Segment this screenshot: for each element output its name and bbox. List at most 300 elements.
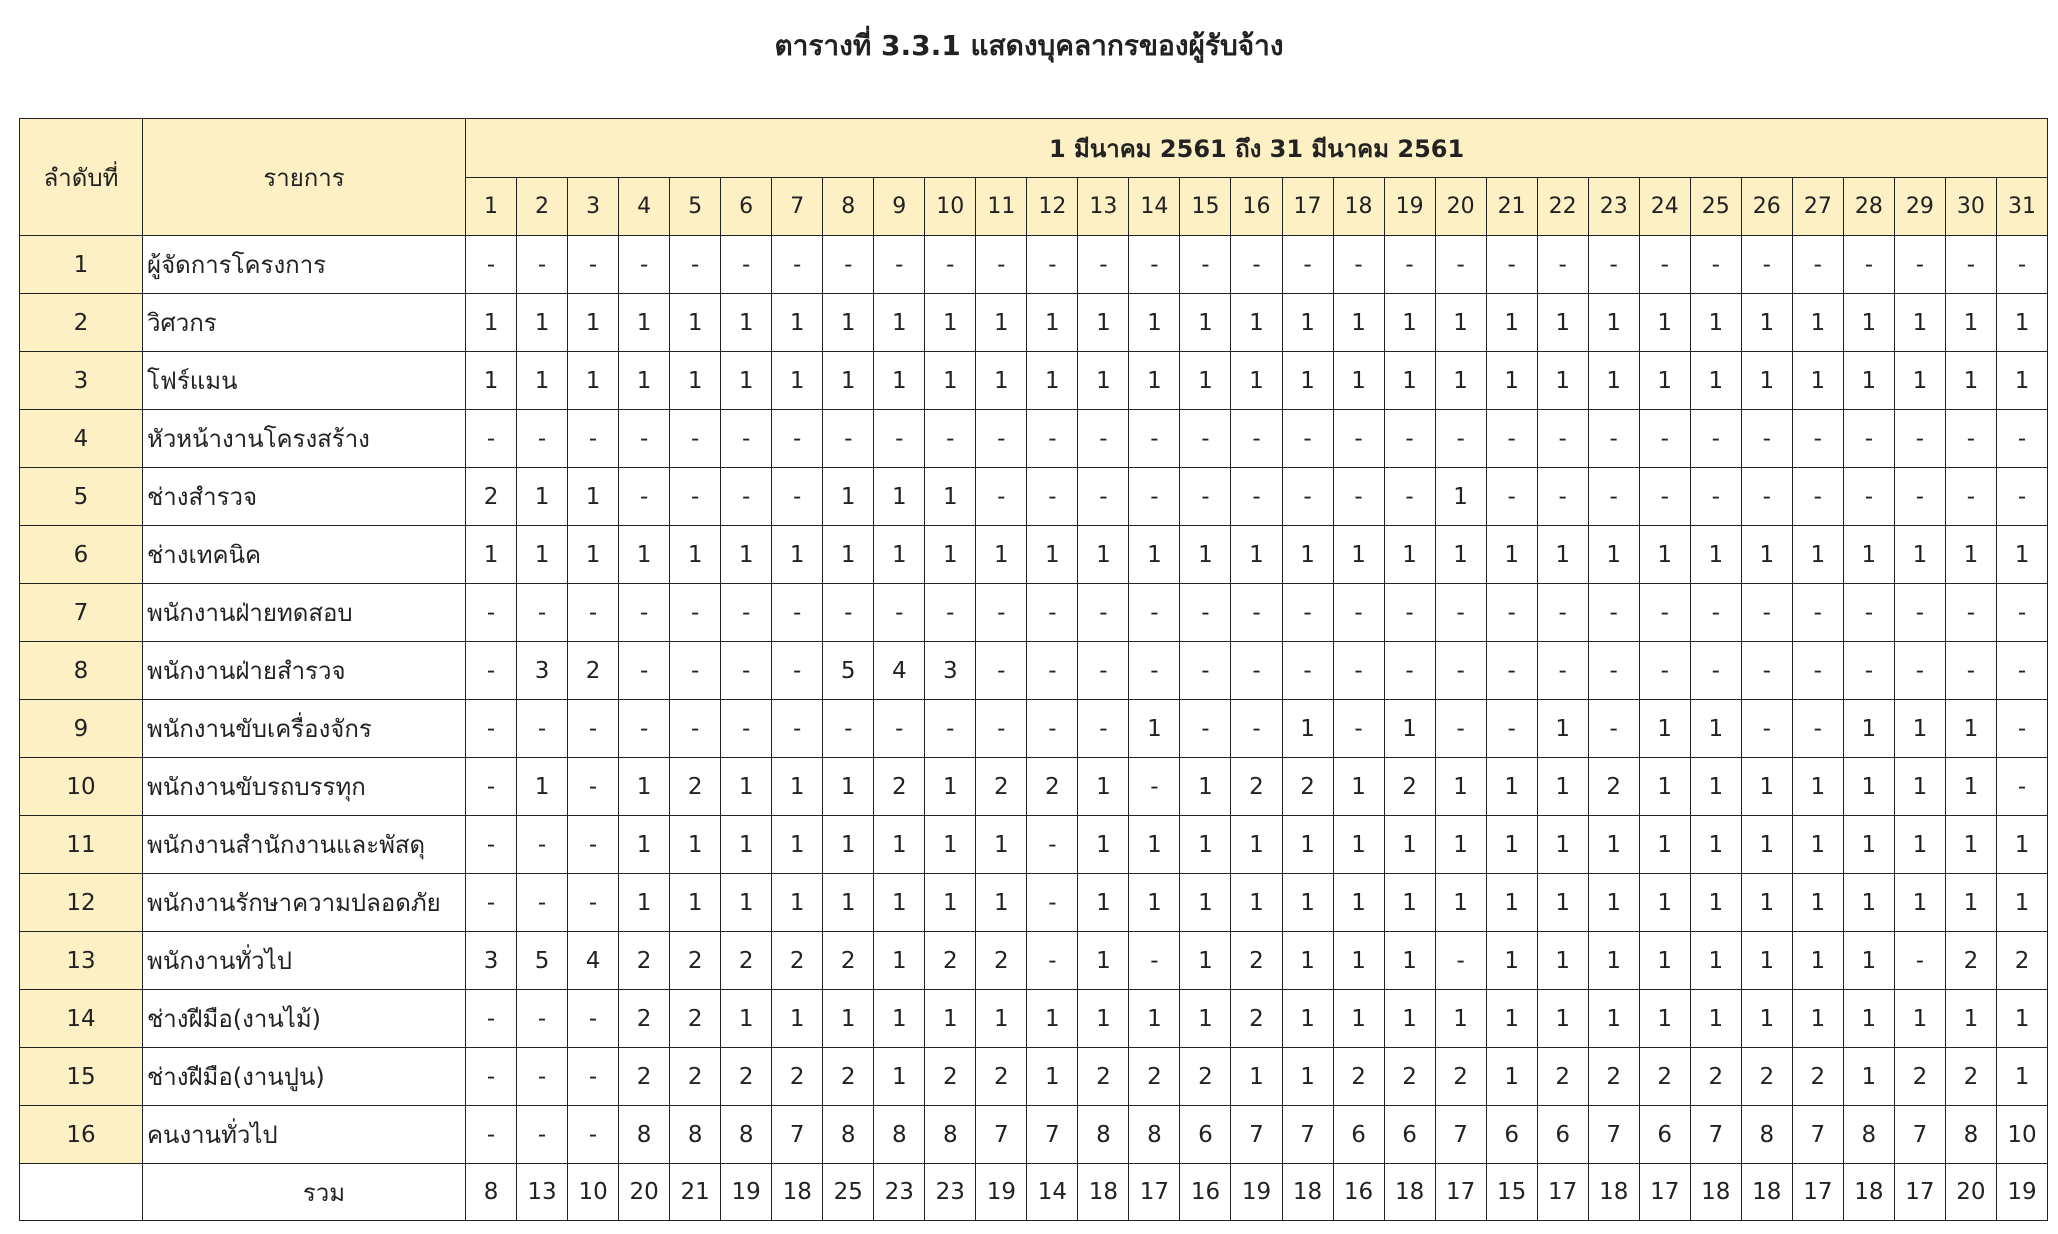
cell-value: - xyxy=(1027,584,1078,642)
cell-value: 1 xyxy=(1792,526,1843,584)
cell-value: 5 xyxy=(517,932,568,990)
cell-value: - xyxy=(1537,584,1588,642)
cell-value: - xyxy=(1180,700,1231,758)
cell-value: 1 xyxy=(1588,816,1639,874)
cell-value: 1 xyxy=(1078,758,1129,816)
cell-value: 1 xyxy=(823,526,874,584)
cell-value: 2 xyxy=(976,932,1027,990)
cell-value: - xyxy=(874,236,925,294)
cell-value: - xyxy=(619,642,670,700)
cell-value: - xyxy=(1078,410,1129,468)
cell-value: - xyxy=(568,758,619,816)
total-value: 18 xyxy=(1384,1164,1435,1221)
cell-value: 1 xyxy=(874,874,925,932)
cell-value: 1 xyxy=(517,468,568,526)
cell-value: 2 xyxy=(1435,1048,1486,1106)
cell-value: - xyxy=(1027,642,1078,700)
cell-value: 8 xyxy=(721,1106,772,1164)
cell-value: 1 xyxy=(976,816,1027,874)
cell-value: - xyxy=(1129,410,1180,468)
cell-value: 1 xyxy=(1231,294,1282,352)
cell-value: 1 xyxy=(1894,758,1945,816)
cell-value: - xyxy=(1078,236,1129,294)
cell-value: 1 xyxy=(823,990,874,1048)
cell-value: - xyxy=(568,584,619,642)
cell-value: 2 xyxy=(1384,1048,1435,1106)
cell-value: 1 xyxy=(466,526,517,584)
row-item: พนักงานฝ่ายสำรวจ xyxy=(143,642,466,700)
cell-value: 1 xyxy=(1180,874,1231,932)
cell-value: 1 xyxy=(1333,526,1384,584)
cell-value: 1 xyxy=(721,526,772,584)
cell-value: 7 xyxy=(976,1106,1027,1164)
cell-value: 1 xyxy=(1384,874,1435,932)
cell-value: - xyxy=(1843,410,1894,468)
cell-value: - xyxy=(1129,236,1180,294)
cell-value: - xyxy=(1231,468,1282,526)
cell-value: - xyxy=(1027,874,1078,932)
table-row xyxy=(20,700,2048,758)
cell-value: - xyxy=(670,584,721,642)
header-day: 3 xyxy=(568,178,619,236)
cell-value: - xyxy=(670,410,721,468)
cell-value: - xyxy=(568,700,619,758)
total-value: 21 xyxy=(670,1164,721,1221)
row-item: ช่างสำรวจ xyxy=(143,468,466,526)
cell-value: - xyxy=(1282,642,1333,700)
cell-value: - xyxy=(1894,468,1945,526)
cell-value: 1 xyxy=(1180,990,1231,1048)
cell-value: 1 xyxy=(1945,990,1996,1048)
cell-value: - xyxy=(976,584,1027,642)
cell-value: - xyxy=(721,468,772,526)
cell-value: 1 xyxy=(1231,526,1282,584)
row-number: 16 xyxy=(20,1106,143,1164)
cell-value: 5 xyxy=(823,642,874,700)
cell-value: 1 xyxy=(1792,294,1843,352)
total-value: 18 xyxy=(1078,1164,1129,1221)
total-value: 15 xyxy=(1486,1164,1537,1221)
row-item: ช่างฝีมือ(งานไม้) xyxy=(143,990,466,1048)
cell-value: 1 xyxy=(823,352,874,410)
row-number: 14 xyxy=(20,990,143,1048)
cell-value: 1 xyxy=(976,352,1027,410)
cell-value: - xyxy=(1231,584,1282,642)
cell-value: - xyxy=(874,700,925,758)
cell-value: 8 xyxy=(925,1106,976,1164)
cell-value: - xyxy=(1996,758,2047,816)
row-item: พนักงานสำนักงานและพัสดุ xyxy=(143,816,466,874)
total-value: 16 xyxy=(1180,1164,1231,1221)
header-day: 25 xyxy=(1690,178,1741,236)
cell-value: 1 xyxy=(1129,990,1180,1048)
total-value: 18 xyxy=(1741,1164,1792,1221)
cell-value: - xyxy=(1894,932,1945,990)
cell-value: 7 xyxy=(1690,1106,1741,1164)
cell-value: - xyxy=(1741,468,1792,526)
cell-value: - xyxy=(568,874,619,932)
cell-value: - xyxy=(1792,236,1843,294)
cell-value: - xyxy=(1792,700,1843,758)
cell-value: 8 xyxy=(1945,1106,1996,1164)
cell-value: 8 xyxy=(874,1106,925,1164)
cell-value: 1 xyxy=(1537,352,1588,410)
cell-value: 10 xyxy=(1996,1106,2047,1164)
cell-value: - xyxy=(721,584,772,642)
cell-value: 1 xyxy=(1333,990,1384,1048)
cell-value: 2 xyxy=(670,990,721,1048)
cell-value: - xyxy=(1843,468,1894,526)
cell-value: 1 xyxy=(1690,700,1741,758)
header-day: 26 xyxy=(1741,178,1792,236)
cell-value: - xyxy=(1792,468,1843,526)
cell-value: 1 xyxy=(1996,1048,2047,1106)
cell-value: 6 xyxy=(1384,1106,1435,1164)
cell-value: 2 xyxy=(1027,758,1078,816)
cell-value: 1 xyxy=(1180,352,1231,410)
cell-value: - xyxy=(1792,642,1843,700)
cell-value: 1 xyxy=(1435,468,1486,526)
cell-value: 1 xyxy=(1537,526,1588,584)
cell-value: 1 xyxy=(619,352,670,410)
cell-value: 1 xyxy=(1486,294,1537,352)
cell-value: - xyxy=(1282,584,1333,642)
cell-value: 1 xyxy=(1639,990,1690,1048)
cell-value: - xyxy=(670,700,721,758)
cell-value: 1 xyxy=(1435,526,1486,584)
cell-value: - xyxy=(1588,236,1639,294)
cell-value: - xyxy=(1282,236,1333,294)
cell-value: 2 xyxy=(670,932,721,990)
cell-value: - xyxy=(568,816,619,874)
cell-value: 1 xyxy=(1078,874,1129,932)
cell-value: 2 xyxy=(823,932,874,990)
cell-value: 2 xyxy=(1333,1048,1384,1106)
cell-value: 1 xyxy=(1843,700,1894,758)
cell-value: 1 xyxy=(925,816,976,874)
cell-value: - xyxy=(1435,932,1486,990)
cell-value: 1 xyxy=(874,816,925,874)
cell-value: 1 xyxy=(1843,990,1894,1048)
cell-value: - xyxy=(1435,642,1486,700)
row-item: ช่างฝีมือ(งานปูน) xyxy=(143,1048,466,1106)
cell-value: 1 xyxy=(1282,526,1333,584)
cell-value: 2 xyxy=(772,1048,823,1106)
total-value: 14 xyxy=(1027,1164,1078,1221)
cell-value: - xyxy=(1027,410,1078,468)
cell-value: 2 xyxy=(1078,1048,1129,1106)
cell-value: 1 xyxy=(1639,816,1690,874)
cell-value: 1 xyxy=(1537,816,1588,874)
cell-value: - xyxy=(1690,236,1741,294)
cell-value: 1 xyxy=(568,526,619,584)
cell-value: - xyxy=(1996,584,2047,642)
cell-value: 1 xyxy=(1537,874,1588,932)
cell-value: - xyxy=(619,468,670,526)
cell-value: - xyxy=(670,236,721,294)
cell-value: - xyxy=(1180,236,1231,294)
cell-value: 2 xyxy=(976,758,1027,816)
header-day: 17 xyxy=(1282,178,1333,236)
cell-value: 1 xyxy=(1639,932,1690,990)
cell-value: - xyxy=(1486,236,1537,294)
cell-value: - xyxy=(925,410,976,468)
cell-value: 1 xyxy=(1690,990,1741,1048)
cell-value: 2 xyxy=(1588,1048,1639,1106)
cell-value: 1 xyxy=(517,758,568,816)
cell-value: - xyxy=(1690,410,1741,468)
table-row xyxy=(20,468,2048,526)
cell-value: 1 xyxy=(721,758,772,816)
cell-value: - xyxy=(1843,584,1894,642)
cell-value: 1 xyxy=(1180,526,1231,584)
total-label: รวม xyxy=(143,1164,466,1221)
cell-value: 1 xyxy=(1843,352,1894,410)
cell-value: 1 xyxy=(1486,874,1537,932)
row-item: วิศวกร xyxy=(143,294,466,352)
cell-value: 1 xyxy=(1384,526,1435,584)
cell-value: - xyxy=(1333,584,1384,642)
row-number: 13 xyxy=(20,932,143,990)
cell-value: 1 xyxy=(721,352,772,410)
cell-value: 8 xyxy=(1741,1106,1792,1164)
cell-value: 1 xyxy=(1996,816,2047,874)
cell-value: 1 xyxy=(1486,758,1537,816)
cell-value: 3 xyxy=(466,932,517,990)
total-value: 18 xyxy=(1282,1164,1333,1221)
header-day: 11 xyxy=(976,178,1027,236)
header-day: 21 xyxy=(1486,178,1537,236)
row-item: พนักงานฝ่ายทดสอบ xyxy=(143,584,466,642)
table-row xyxy=(20,758,2048,816)
cell-value: 1 xyxy=(1741,352,1792,410)
total-value: 23 xyxy=(925,1164,976,1221)
cell-value: - xyxy=(721,410,772,468)
cell-value: 1 xyxy=(1792,932,1843,990)
cell-value: - xyxy=(466,584,517,642)
cell-value: 2 xyxy=(466,468,517,526)
cell-value: - xyxy=(1384,642,1435,700)
cell-value: - xyxy=(1639,584,1690,642)
cell-value: 1 xyxy=(1741,932,1792,990)
cell-value: 1 xyxy=(1843,816,1894,874)
cell-value: 1 xyxy=(670,526,721,584)
cell-value: 1 xyxy=(1231,1048,1282,1106)
cell-value: - xyxy=(1588,700,1639,758)
cell-value: - xyxy=(772,410,823,468)
row-number: 15 xyxy=(20,1048,143,1106)
cell-value: 1 xyxy=(1333,816,1384,874)
cell-value: 1 xyxy=(1384,294,1435,352)
cell-value: 1 xyxy=(874,1048,925,1106)
cell-value: - xyxy=(1741,584,1792,642)
cell-value: - xyxy=(517,816,568,874)
cell-value: - xyxy=(1741,642,1792,700)
cell-value: 1 xyxy=(1435,990,1486,1048)
header-day: 10 xyxy=(925,178,976,236)
cell-value: 1 xyxy=(1741,758,1792,816)
personnel-table xyxy=(19,118,2048,1221)
cell-value: 1 xyxy=(1027,526,1078,584)
cell-value: 1 xyxy=(1435,758,1486,816)
cell-value: 1 xyxy=(1282,352,1333,410)
cell-value: 1 xyxy=(670,816,721,874)
cell-value: - xyxy=(1996,700,2047,758)
cell-value: - xyxy=(466,1106,517,1164)
row-number: 3 xyxy=(20,352,143,410)
header-day: 15 xyxy=(1180,178,1231,236)
cell-value: 1 xyxy=(1027,990,1078,1048)
cell-value: 7 xyxy=(1588,1106,1639,1164)
cell-value: 1 xyxy=(1486,932,1537,990)
cell-value: - xyxy=(517,990,568,1048)
total-value: 25 xyxy=(823,1164,874,1221)
cell-value: 1 xyxy=(1690,874,1741,932)
row-number: 8 xyxy=(20,642,143,700)
cell-value: 1 xyxy=(1282,816,1333,874)
cell-value: 1 xyxy=(1435,294,1486,352)
cell-value: 1 xyxy=(1792,874,1843,932)
cell-value: - xyxy=(517,236,568,294)
cell-value: 2 xyxy=(1945,1048,1996,1106)
cell-value: 1 xyxy=(1639,352,1690,410)
cell-value: - xyxy=(772,700,823,758)
total-value: 17 xyxy=(1435,1164,1486,1221)
cell-value: 1 xyxy=(1129,294,1180,352)
total-value: 20 xyxy=(619,1164,670,1221)
cell-value: - xyxy=(517,410,568,468)
cell-value: 1 xyxy=(1027,1048,1078,1106)
cell-value: 1 xyxy=(823,294,874,352)
cell-value: 1 xyxy=(1333,352,1384,410)
cell-value: - xyxy=(1486,410,1537,468)
cell-value: 1 xyxy=(925,526,976,584)
cell-value: - xyxy=(1078,700,1129,758)
cell-value: 2 xyxy=(670,1048,721,1106)
cell-value: - xyxy=(1027,932,1078,990)
cell-value: - xyxy=(517,874,568,932)
cell-value: - xyxy=(1027,468,1078,526)
cell-value: - xyxy=(1282,410,1333,468)
table-row xyxy=(20,236,2048,294)
cell-value: 1 xyxy=(1486,990,1537,1048)
header-day: 7 xyxy=(772,178,823,236)
cell-value: 1 xyxy=(670,352,721,410)
cell-value: 1 xyxy=(1129,874,1180,932)
row-item: ผู้จัดการโครงการ xyxy=(143,236,466,294)
cell-value: 7 xyxy=(1435,1106,1486,1164)
cell-value: - xyxy=(1843,642,1894,700)
cell-value: 1 xyxy=(1843,932,1894,990)
header-day: 14 xyxy=(1129,178,1180,236)
cell-value: 1 xyxy=(721,990,772,1048)
cell-value: 3 xyxy=(517,642,568,700)
cell-value: 1 xyxy=(1384,932,1435,990)
header-day: 12 xyxy=(1027,178,1078,236)
cell-value: 2 xyxy=(1537,1048,1588,1106)
row-item: พนักงานรักษาความปลอดภัย xyxy=(143,874,466,932)
cell-value: 1 xyxy=(1384,990,1435,1048)
cell-value: 6 xyxy=(1486,1106,1537,1164)
total-value: 20 xyxy=(1945,1164,1996,1221)
cell-value: 1 xyxy=(1333,874,1384,932)
cell-value: - xyxy=(517,584,568,642)
cell-value: 1 xyxy=(1894,700,1945,758)
cell-value: - xyxy=(466,990,517,1048)
total-value: 19 xyxy=(1996,1164,2047,1221)
cell-value: 8 xyxy=(823,1106,874,1164)
cell-value: 1 xyxy=(1588,294,1639,352)
cell-value: - xyxy=(670,642,721,700)
cell-value: - xyxy=(1588,468,1639,526)
cell-value: 1 xyxy=(619,816,670,874)
cell-value: 1 xyxy=(1945,352,1996,410)
cell-value: - xyxy=(1333,700,1384,758)
cell-value: 2 xyxy=(772,932,823,990)
cell-value: 1 xyxy=(1282,294,1333,352)
cell-value: 1 xyxy=(1894,990,1945,1048)
cell-value: - xyxy=(619,410,670,468)
cell-value: 1 xyxy=(1129,816,1180,874)
cell-value: 2 xyxy=(976,1048,1027,1106)
cell-value: - xyxy=(1588,642,1639,700)
cell-value: - xyxy=(568,1048,619,1106)
row-number: 2 xyxy=(20,294,143,352)
cell-value: - xyxy=(1639,642,1690,700)
cell-value: - xyxy=(1690,642,1741,700)
cell-value: - xyxy=(1384,584,1435,642)
cell-value: - xyxy=(1282,468,1333,526)
cell-value: 2 xyxy=(925,932,976,990)
cell-value: - xyxy=(619,236,670,294)
cell-value: 1 xyxy=(1129,352,1180,410)
cell-value: 2 xyxy=(1384,758,1435,816)
cell-value: 7 xyxy=(1792,1106,1843,1164)
cell-value: - xyxy=(976,410,1027,468)
cell-value: 1 xyxy=(772,874,823,932)
total-value: 18 xyxy=(1843,1164,1894,1221)
cell-value: 1 xyxy=(1996,352,2047,410)
cell-value: 1 xyxy=(619,526,670,584)
cell-value: - xyxy=(568,236,619,294)
cell-value: - xyxy=(568,990,619,1048)
cell-value: 1 xyxy=(874,932,925,990)
header-day: 6 xyxy=(721,178,772,236)
cell-value: - xyxy=(1894,410,1945,468)
cell-value: 1 xyxy=(1741,874,1792,932)
cell-value: 8 xyxy=(670,1106,721,1164)
cell-value: 1 xyxy=(1180,294,1231,352)
row-number: 9 xyxy=(20,700,143,758)
total-value: 17 xyxy=(1537,1164,1588,1221)
cell-value: 6 xyxy=(1333,1106,1384,1164)
cell-value: - xyxy=(1027,700,1078,758)
cell-value: 1 xyxy=(1486,352,1537,410)
cell-value: 3 xyxy=(925,642,976,700)
cell-value: - xyxy=(772,236,823,294)
cell-value: - xyxy=(1690,584,1741,642)
cell-value: - xyxy=(1792,584,1843,642)
cell-value: - xyxy=(976,468,1027,526)
cell-value: 1 xyxy=(1486,816,1537,874)
header-day: 13 xyxy=(1078,178,1129,236)
cell-value: - xyxy=(1537,468,1588,526)
cell-value: 1 xyxy=(874,294,925,352)
table-body xyxy=(20,236,2048,1221)
cell-value: - xyxy=(1945,236,1996,294)
table-row xyxy=(20,932,2048,990)
cell-value: 1 xyxy=(1384,352,1435,410)
